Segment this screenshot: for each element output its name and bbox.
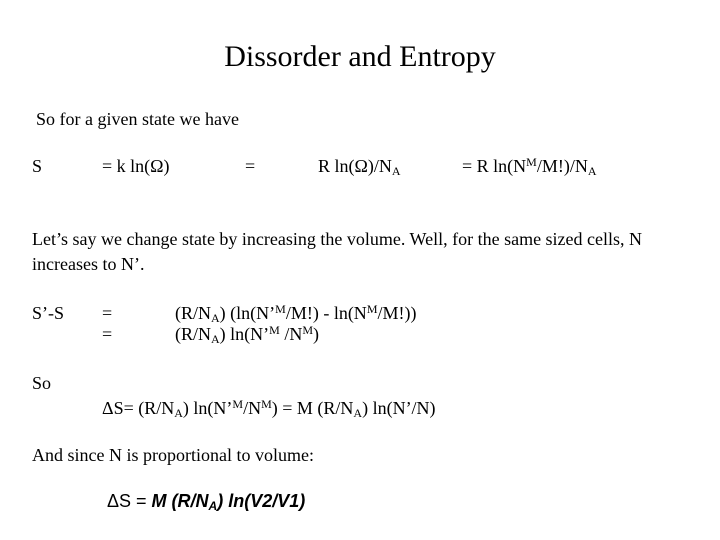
eq2-lhs: S’-S (32, 303, 65, 323)
intro-text: So for a given state we have (36, 109, 239, 129)
eq1-lhs: S (32, 156, 43, 176)
paragraph-text: Let’s say we change state by increasing the volume. Well, for the same sized cells, N increases to N’. (32, 229, 643, 274)
eq1-term1: = k ln(Ω) (102, 156, 170, 176)
since-text: And since N is proportional to volume: (32, 445, 314, 465)
eq2-equals-2: = (102, 324, 113, 344)
final-equation: ΔS = M $(R/N_A)$ ln(V2/V1) (107, 491, 306, 513)
eq2-equals-1: = (102, 303, 113, 323)
eq1-term3: = R $\ln(N^M/M!)/N_A$ (462, 155, 597, 178)
slide-title: Dissorder and Entropy (224, 40, 496, 73)
eq1-term2: R $\ln(\Omega)/N_A$ (318, 156, 401, 178)
eq3: $\Delta S= (R/N_A)$ $\ln(N’^M/N^M) = M$ $(R/N_A)$ ln(N’/N) (102, 397, 436, 420)
so-text: So (32, 373, 52, 393)
eq2-line1: $(R/N_A)$ (ln(N’$^M$/M!) - $\ln(N^M/M!)$) (175, 302, 417, 325)
eq2-line2: $(R/N_A)$ ln(N’$^M$ $/N^M$) (175, 323, 319, 346)
eq1-equals: = (245, 156, 256, 176)
